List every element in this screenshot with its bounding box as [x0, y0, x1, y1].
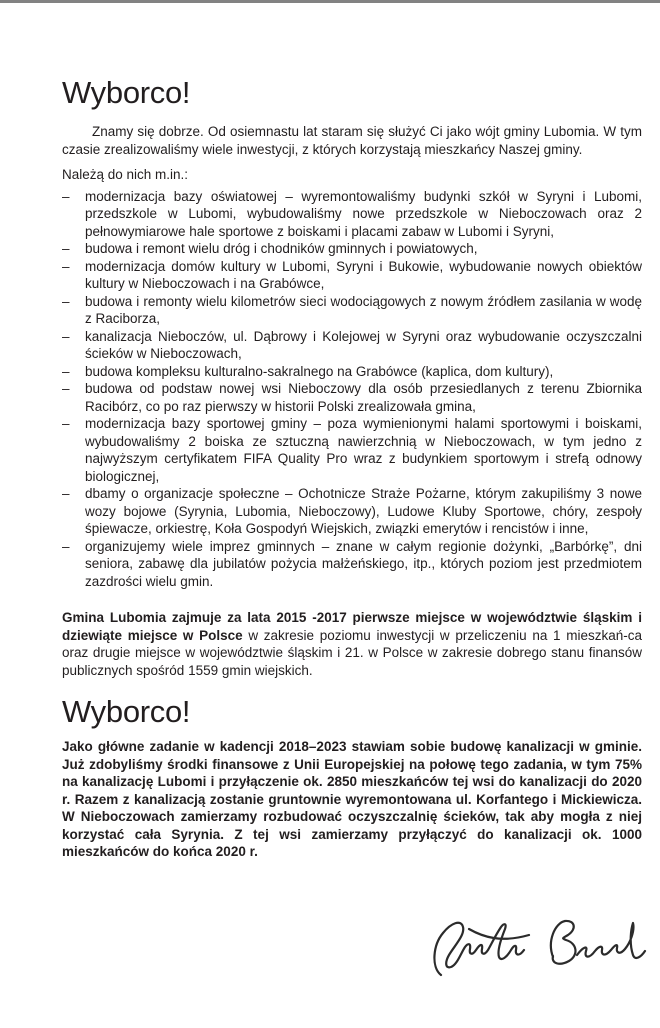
- list-item: – modernizacja domów kultury w Lubomi, Syryni i Bukowie, wybudowanie nowych obiektów kultury w Nieboczowach i na Grabówce,: [62, 258, 642, 291]
- dash-bullet: –: [62, 416, 70, 431]
- leaflet-page: [62, 76, 642, 861]
- list-item: – dbamy o organizacje społeczne – Ochotnicze Straże Pożarne, którym zakupiliśmy 3 nowe wozy bojowe (Syrynia, Lubomia, Nieboczowy), Ludowe Kluby Sportowe, chóry, zespoły śpiewacze, orkiestrę, Koła Gospodyń Wiejskich, związki emerytów i rencistów i inne,: [62, 486, 642, 536]
- top-scan-edge: [0, 0, 660, 3]
- signature-icon: [425, 893, 650, 993]
- dash-bullet: –: [62, 363, 70, 379]
- list-intro: Należą do nich m.in.:: [62, 167, 189, 182]
- list-item: – budowa i remont wielu dróg i chodników gminnych i powiatowych,: [62, 241, 478, 256]
- list-item: – budowa i remonty wielu kilometrów sieci wodociągowych z nowym źródłem zasilania w wodę z Raciborza,: [62, 293, 642, 326]
- achievements-regular-text: w zakresie poziomu inwestycji w przeliczeniu na 1 mieszkań-ca oraz drugie miejsce w województwie śląskim i 21. w Polsce w zakresie dobrego stanu finansów publicznych spośród 1559 gmin wiejskich.: [62, 627, 642, 678]
- achievements-paragraph: [62, 609, 642, 679]
- dash-bullet: –: [62, 188, 70, 204]
- dash-bullet: –: [62, 486, 70, 501]
- achievement-list: [62, 188, 642, 591]
- dash-bullet: –: [62, 328, 70, 344]
- list-item: – kanalizacja Nieboczów, ul. Dąbrowy i Kolejowej w Syryni oraz wybudowanie oczyszczalni ścieków w Nieboczowach,: [62, 328, 642, 361]
- list-item: – modernizacja bazy sportowej gminy – poza wymienionymi halami sportowymi i boiskami, wybudowaliśmy 2 boiska ze sztuczną nawierzchnią w Nieboczowach, w tym jedno z najwyższym certyfikatem FIFA Quality Pro wraz z budynkiem sportowym i strefą odnowy biologicznej,: [62, 416, 642, 484]
- list-item: – organizujemy wiele imprez gminnych – znane w całym regionie dożynki, „Barbórkę”, dni seniora, zabawę dla jubilatów pożycia małżeńskiego, itp., których poziom jest przedmiotem zazdrości wielu gmin.: [62, 538, 642, 589]
- dash-bullet: –: [62, 538, 70, 554]
- page-title-second: Wyborco!: [62, 694, 191, 729]
- intro-paragraph: Znamy się dobrze. Od osiemnastu lat staram się służyć Ci jako wójt gminy Lubomia. W tym czasie zrealizowaliśmy wiele inwestycji, z których korzystają mieszkańcy Naszej gminy.: [62, 124, 642, 157]
- dash-bullet: –: [62, 241, 70, 256]
- achievements-bold-text: Gmina Lubomia zajmuje za lata 2015 -2017 pierwsze miejsce w województwie śląskim i dziewiąte miejsce w Polsce: [62, 610, 642, 643]
- list-item: – budowa kompleksu kulturalno-sakralnego na Grabówce (kaplica, dom kultury),: [62, 363, 554, 379]
- dash-bullet: –: [62, 293, 70, 309]
- list-item: – modernizacja bazy oświatowej – wyremontowaliśmy budynki szkół w Syryni i Lubomi, przedszkole w Lubomi, wybudowaliśmy nowe przedszkole w Nieboczowach oraz 2 pełnowymiarowe hale sportowe z boiskami i placami zabaw w Lubomi i Syryni,: [62, 188, 642, 239]
- page-title: Wyborco!: [62, 75, 191, 110]
- signature-image: [425, 893, 650, 993]
- plans-paragraph: Jako główne zadanie w kadencji 2018–2023 stawiam sobie budowę kanalizacji w gminie. Już zdobyliśmy środki finansowe z Unii Europejskiej na połowę tego zadania, w tym 75% na kanalizację Lubomi i przyłączenie ok. 2850 mieszkańców tej wsi do kanalizacji do 2020 r. Razem z kanalizacją zostanie gruntownie wyremontowana ul. Korfantego i Mickiewicza. W Nieboczowach zamierzamy rozbudować oczyszczalnię ścieków, tak aby mogła z niej korzystać cała Syrynia. Z tej wsi zamierzamy przyłączyć do kanalizacji ok. 1000 mieszkańców do końca 2020 r.: [62, 739, 642, 859]
- list-item: – budowa od podstaw nowej wsi Nieboczowy dla osób przesiedlanych z terenu Zbiornika Racibórz, co po raz pierwszy w historii Polski zrealizowała gmina,: [62, 381, 642, 414]
- dash-bullet: –: [62, 258, 70, 274]
- dash-bullet: –: [62, 381, 70, 396]
